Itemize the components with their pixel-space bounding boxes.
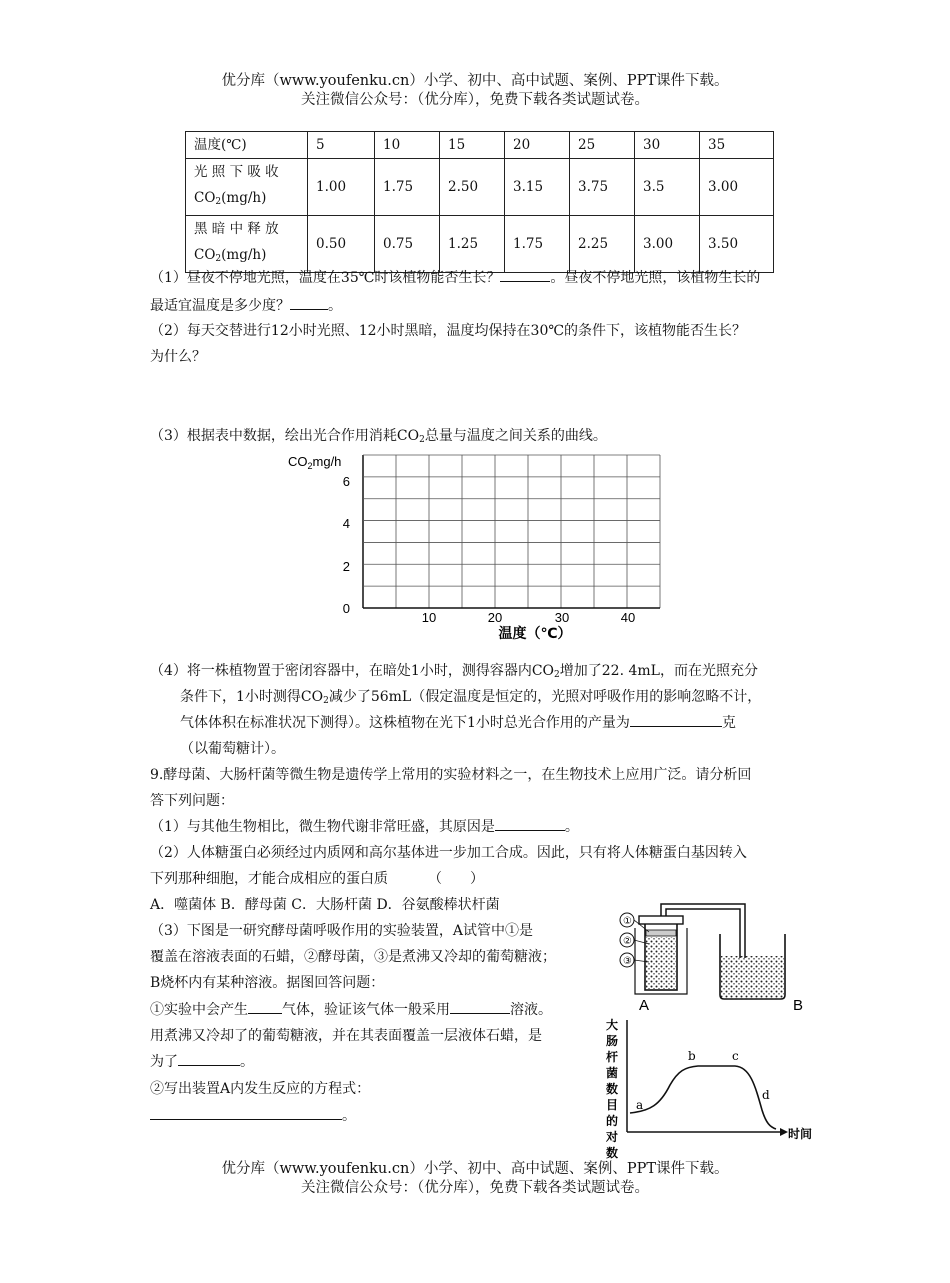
ylabel-char: 对 bbox=[605, 1130, 619, 1144]
q8-part4-line1: （4）将一株植物置于密闭容器中，在暗处1小时，测得容器内$CO_2$增加了22. 4mL，而在光照充分 bbox=[150, 663, 758, 680]
q9-part2-line2: 下列那种细胞，才能合成相应的蛋白质 （ ） bbox=[150, 871, 484, 887]
q9-part1: （1）与其他生物相比，微生物代谢非常旺盛，其原因是 。 bbox=[150, 814, 810, 840]
table-cell: 3.50 bbox=[700, 216, 774, 273]
table-cell: 3.5 bbox=[635, 159, 700, 216]
page-header-line1: 优分库（www.youfenku.cn）小学、初中、高中试题、案例、PPT课件下载。 bbox=[221, 73, 729, 89]
page-footer-line2: 关注微信公众号：（优分库），免费下载各类试题试卷。 bbox=[301, 1180, 649, 1196]
growth-xlabel: 时间 bbox=[788, 1127, 813, 1141]
table-row bbox=[186, 159, 774, 216]
ylabel-char: 数 bbox=[605, 1146, 619, 1160]
co2-temperature-graph bbox=[280, 445, 680, 650]
q9-part3-line4: ①实验中会产生 气体，验证该气体一般采用 溶液。 bbox=[150, 997, 810, 1023]
table-cell: 2.50 bbox=[440, 159, 505, 216]
ylabel-char: 大 bbox=[605, 1018, 619, 1032]
table-cell: 3.75 bbox=[570, 159, 635, 216]
row-label-line: 黑 暗 中 释 放 bbox=[194, 221, 279, 237]
q8-part3: （3）根据表中数据，绘出光合作用消耗$CO_2$总量与温度之间关系的曲线。 bbox=[150, 428, 607, 445]
q9-part3-line1: （3）下图是一研究酵母菌呼吸作用的实验装置，A试管中①是 bbox=[150, 923, 534, 939]
x-tick-label: 30 bbox=[554, 610, 570, 625]
point-d: d bbox=[762, 1088, 770, 1102]
answer-blank[interactable] bbox=[178, 1050, 240, 1066]
table-cell: 2.25 bbox=[570, 216, 635, 273]
table-temp-cell: 20 bbox=[505, 132, 570, 159]
answer-blank[interactable] bbox=[450, 998, 510, 1014]
table-row-label bbox=[186, 216, 308, 273]
page-header-line2: 关注微信公众号：（优分库），免费下载各类试题试卷。 bbox=[301, 92, 649, 108]
q8-part2-line1: （2）每天交替进行12小时光照、12小时黑暗，温度均保持在30℃的条件下，该植物能否生长？ bbox=[150, 323, 747, 339]
table-temp-cell: 30 bbox=[635, 132, 700, 159]
answer-blank[interactable] bbox=[248, 998, 282, 1014]
table-temp-cell: 5 bbox=[308, 132, 375, 159]
point-c: c bbox=[732, 1049, 739, 1063]
answer-blank[interactable] bbox=[150, 1104, 342, 1120]
answer-blank[interactable] bbox=[495, 815, 565, 831]
table-cell: 1.25 bbox=[440, 216, 505, 273]
q8-part1-line1: （1）昼夜不停地光照，温度在35℃时该植物能否生长？ 。昼夜不停地光照，该植物生长的 bbox=[150, 265, 810, 291]
temperature-co2-table bbox=[185, 131, 774, 273]
x-tick-label: 40 bbox=[620, 610, 636, 625]
yeast-apparatus-figure bbox=[605, 900, 830, 1015]
y-tick-label: 2 bbox=[342, 559, 350, 574]
table-cell: 3.15 bbox=[505, 159, 570, 216]
point-a: a bbox=[636, 1098, 644, 1112]
table-cell: 1.75 bbox=[375, 159, 440, 216]
q9-part3-line8: 。 bbox=[150, 1103, 810, 1129]
q9-intro-line1: 9.酵母菌、大肠杆菌等微生物是遗传学上常用的实验材料之一，在生物技术上应用广泛。请分析回 bbox=[150, 767, 752, 783]
paraffin-layer bbox=[646, 930, 676, 936]
table-row bbox=[186, 216, 774, 273]
answer-blank[interactable] bbox=[290, 294, 328, 310]
label-2: ② bbox=[623, 936, 632, 947]
page-footer-line1: 优分库（www.youfenku.cn）小学、初中、高中试题、案例、PPT课件下载。 bbox=[221, 1161, 729, 1177]
glucose-yeast-solution bbox=[646, 937, 676, 989]
q9-intro-line2: 答下列问题： bbox=[150, 793, 234, 809]
label-1: ① bbox=[623, 916, 632, 927]
x-axis-arrow bbox=[780, 1128, 788, 1136]
table-header-label: 温度(℃) bbox=[186, 132, 308, 159]
label-a: A bbox=[639, 997, 650, 1014]
table-temp-cell: 25 bbox=[570, 132, 635, 159]
table-cell: 1.75 bbox=[505, 216, 570, 273]
ylabel-char: 目 bbox=[605, 1098, 619, 1112]
q8-part1-line2: 最适宜温度是多少度？ 。 bbox=[150, 293, 810, 319]
graph-xlabel: 温度（℃） bbox=[498, 626, 572, 642]
graph-ylabel: $CO_2mg/h$ bbox=[288, 454, 342, 471]
ylabel-char: 的 bbox=[605, 1114, 619, 1128]
table-temp-cell: 10 bbox=[375, 132, 440, 159]
q9-part3-line3: B烧杯内有某种溶液。据图回答问题： bbox=[150, 975, 385, 991]
x-tick-label: 20 bbox=[487, 610, 503, 625]
y-tick-label: 4 bbox=[342, 516, 350, 531]
y-tick-label: 0 bbox=[342, 601, 350, 616]
ylabel-char: 杆 bbox=[605, 1050, 619, 1064]
table-cell: 3.00 bbox=[635, 216, 700, 273]
table-cell: 3.00 bbox=[700, 159, 774, 216]
q9-part2-line1: （2）人体糖蛋白必须经过内质网和高尔基体进一步加工合成。因此，只有将人体糖蛋白基因转入 bbox=[150, 845, 747, 861]
q8-part2-line2: 为什么？ bbox=[150, 349, 206, 365]
choice-paren[interactable]: （ ） bbox=[428, 871, 484, 887]
growth-curve bbox=[630, 1066, 776, 1129]
point-b: b bbox=[688, 1049, 696, 1063]
table-temp-cell: 15 bbox=[440, 132, 505, 159]
ylabel-char: 肠 bbox=[605, 1034, 619, 1048]
label-3: ③ bbox=[623, 956, 632, 967]
q9-part3-line2: 覆盖在溶液表面的石蜡，②酵母菌，③是煮沸又冷却的葡萄糖液； bbox=[150, 949, 556, 965]
x-tick-label: 10 bbox=[421, 610, 437, 625]
table-cell: 0.50 bbox=[308, 216, 375, 273]
ecoli-growth-curve bbox=[600, 1015, 825, 1165]
ylabel-char: 菌 bbox=[605, 1066, 619, 1080]
answer-blank[interactable] bbox=[630, 711, 722, 727]
label-b: B bbox=[793, 997, 804, 1014]
table-cell: 0.75 bbox=[375, 216, 440, 273]
row-label-unit: $CO_2(mg/h)$ bbox=[194, 247, 267, 264]
beaker-solution bbox=[721, 956, 784, 998]
q9-part3-line7: ②写出装置A内发生反应的方程式： bbox=[150, 1081, 371, 1097]
tube-stopper bbox=[639, 916, 683, 924]
q9-part3-line5: 用煮沸又冷却了的葡萄糖液，并在其表面覆盖一层液体石蜡，是 bbox=[150, 1028, 542, 1044]
q9-part3-line6: 为了 。 bbox=[150, 1049, 810, 1075]
row-label-line: 光 照 下 吸 收 bbox=[194, 164, 279, 180]
y-tick-label: 6 bbox=[342, 474, 350, 489]
q8-part4-line2: 条件下，1小时测得$CO_2$减少了56mL（假定温度是恒定的，光照对呼吸作用的影响忽略不计， bbox=[180, 689, 762, 706]
q8-part4-line3: 气体体积在标准状况下测得）。这株植物在光下1小时总光合作用的产量为 克 bbox=[180, 710, 840, 736]
growth-ylabel bbox=[605, 1017, 618, 1160]
table-row-label bbox=[186, 159, 308, 216]
ylabel-char: 数 bbox=[605, 1082, 619, 1096]
table-cell: 1.00 bbox=[308, 159, 375, 216]
q8-part4-line4: （以葡萄糖计）。 bbox=[180, 741, 285, 757]
q9-part2-options: A．噬菌体 B．酵母菌 C．大肠杆菌 D．谷氨酸棒状杆菌 bbox=[150, 897, 500, 913]
graph-grid bbox=[363, 455, 660, 608]
answer-blank[interactable] bbox=[500, 266, 550, 282]
row-label-unit: $CO_2(mg/h)$ bbox=[194, 190, 267, 207]
table-temp-cell: 35 bbox=[700, 132, 774, 159]
